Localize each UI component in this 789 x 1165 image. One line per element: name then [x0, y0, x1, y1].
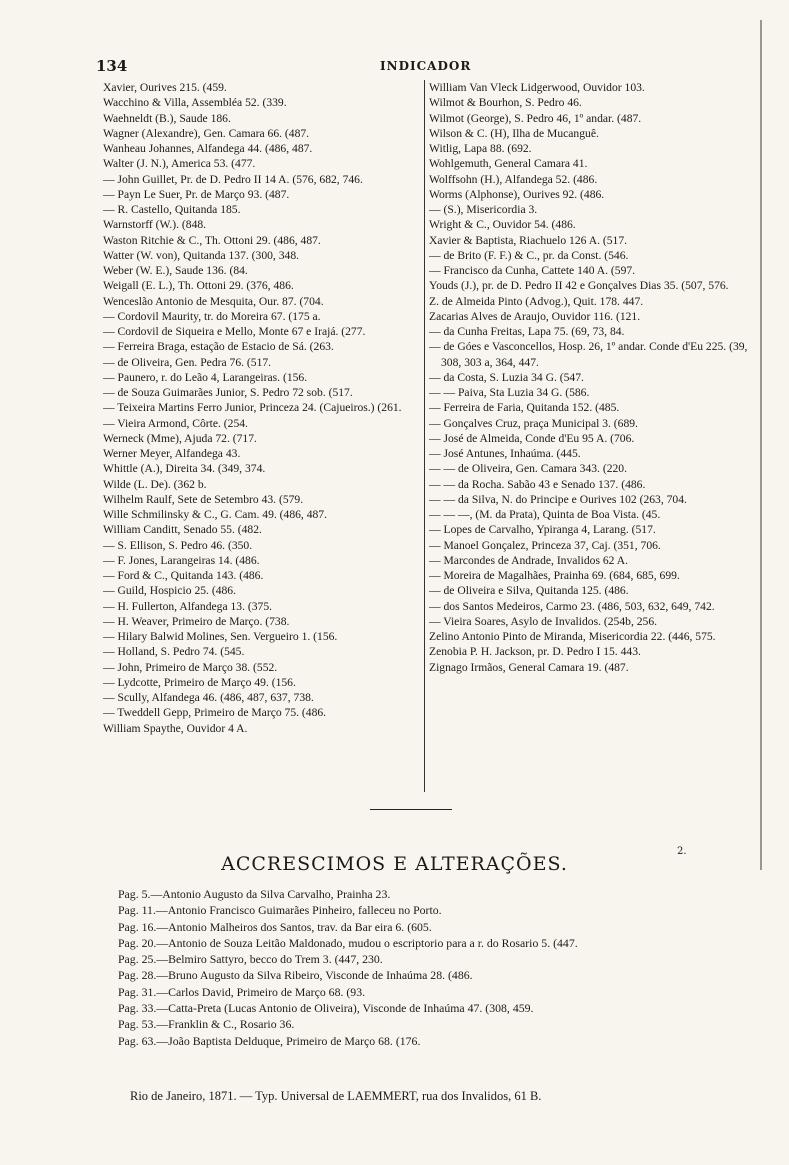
directory-entry: — Payn Le Suer, Pr. de Março 93. (487.: [103, 187, 290, 201]
directory-entry: Weigall (E. L.), Th. Ottoni 29. (376, 486.: [103, 279, 294, 293]
directory-entry: — Gonçalves Cruz, praça Municipal 3. (689.: [429, 416, 638, 430]
directory-entry: — Hilary Balwid Molines, Sen. Vergueiro 1. (156.: [103, 630, 338, 643]
directory-entry: Pag. 31.—Carlos David, Primeiro de Março 68. (93.: [118, 984, 366, 999]
directory-entry: Walter (J. N.), America 53. (477.: [103, 157, 256, 171]
directory-entry: — de Góes e Vasconcellos, Hosp. 26, 1º andar. Conde d'Eu 225. (39, 308, 303 a, 364, 447.: [429, 340, 748, 369]
directory-entry: — — da Rocha. Sabão 43 e Senado 137. (486.: [429, 477, 646, 491]
directory-entry: William Spaythe, Ouvidor 4 A.: [103, 721, 248, 735]
directory-entry: Youds (J.), pr. de D. Pedro II 42 e Gonçalves Dias 35. (507, 576.: [429, 279, 729, 293]
directory-entry: Xavier & Baptista, Riachuelo 126 A. (517.: [429, 233, 628, 247]
directory-entry: — Manoel Gonçalez, Princeza 37, Caj. (351, 706.: [429, 538, 661, 552]
additions-list: [118, 886, 768, 1049]
directory-entry: Pag. 25.—Belmiro Sattyro, becco do Trem 3. (447, 230.: [118, 952, 383, 967]
directory-entry: Z. de Almeida Pinto (Advog.), Quit. 178. 447.: [429, 294, 644, 308]
directory-entry: — Cordovil Maurity, tr. do Moreira 67. (175 a.: [103, 309, 321, 323]
directory-entry: Watter (W. von), Quitanda 137. (300, 348.: [103, 248, 300, 262]
directory-entry: Wilmot (George), S. Pedro 46, 1º andar. (487.: [429, 111, 642, 125]
directory-entry: Whittle (A.), Direita 34. (349, 374.: [103, 462, 266, 476]
directory-entry: — Cordovil de Siqueira e Mello, Monte 67 e Irajá. (277.: [103, 325, 366, 338]
directory-entry: Pag. 53.—Franklin & C., Rosario 36.: [118, 1017, 295, 1032]
directory-entry: — de Souza Guimarães Junior, S. Pedro 72 sob. (517.: [103, 386, 353, 399]
directory-entry: — (S.), Misericordia 3.: [429, 203, 538, 216]
directory-entry: — José Antunes, Inhaúma. (445.: [429, 447, 581, 460]
page-edge-shadow: [760, 20, 762, 870]
directory-entry: — Ferreira de Faria, Quitanda 152. (485.: [429, 401, 620, 415]
directory-entry: Warnstorff (W.). (848.: [103, 218, 207, 232]
directory-entry: — — —, (M. da Prata), Quinta de Boa Vista. (45.: [429, 508, 661, 521]
directory-entry: Wenceslão Antonio de Mesquita, Our. 87. (704.: [103, 294, 324, 308]
directory-entry: — Ford & C., Quitanda 143. (486.: [103, 569, 264, 582]
directory-entry: Pag. 63.—João Baptista Delduque, Primeiro de Março 68. (176.: [118, 1033, 421, 1048]
imprint-footer: Rio de Janeiro, 1871. — Typ. Universal de LAEMMERT, rua dos Invalidos, 61 B.: [130, 1089, 542, 1103]
directory-entry: Wacchino & Villa, Assembléa 52. (339.: [103, 96, 287, 110]
directory-entry: — Teixeira Martins Ferro Junior, Princeza 24. (Cajueiros.) (261.: [103, 401, 402, 415]
directory-entry: Pag. 28.—Bruno Augusto da Silva Ribeiro, Visconde de Inhaúma 28. (486.: [118, 968, 473, 983]
directory-entry: — John Guillet, Pr. de D. Pedro II 14 A. (576, 682, 746.: [103, 172, 363, 186]
running-header: INDICADOR: [380, 59, 472, 73]
directory-entry: — H. Weaver, Primeiro de Março. (738.: [103, 614, 290, 628]
directory-entry: — Vieira Armond, Côrte. (254.: [103, 416, 248, 430]
directory-entry: — de Oliveira, Gen. Pedra 76. (517.: [103, 355, 272, 369]
directory-entry: Werneck (Mme), Ajuda 72. (717.: [103, 431, 257, 445]
directory-entry: Wright & C., Ouvidor 54. (486.: [429, 218, 576, 232]
directory-entry: Wilson & C. (H), Ilha de Mucanguê.: [429, 126, 599, 140]
directory-entry: Pag. 5.—Antonio Augusto da Silva Carvalho, Prainha 23.: [118, 887, 391, 901]
directory-entry: Pag. 11.—Antonio Francisco Guimarães Pinheiro, falleceu no Porto.: [118, 903, 442, 918]
directory-entry: — Guild, Hospicio 25. (486.: [103, 584, 236, 598]
directory-entry: Wagner (Alexandre), Gen. Camara 66. (487.: [103, 126, 310, 140]
directory-entry: — da Cunha Freitas, Lapa 75. (69, 73, 84.: [429, 325, 625, 338]
left-column: [103, 80, 421, 736]
signature-mark: 2.: [677, 846, 687, 857]
directory-entry: Waston Ritchie & C., Th. Ottoni 29. (486, 487.: [103, 233, 321, 247]
directory-entry: — Vieira Soares, Asylo de Invalidos. (254b, 256.: [429, 614, 658, 628]
directory-entry: — — da Silva, N. do Principe e Ourives 102 (263, 704.: [429, 492, 687, 506]
directory-entry: — R. Castello, Quitanda 185.: [103, 203, 241, 216]
directory-entry: — Holland, S. Pedro 74. (545.: [103, 645, 245, 659]
directory-entry: Zelino Antonio Pinto de Miranda, Misericordia 22. (446, 575.: [429, 630, 716, 643]
directory-entry: Zenobia P. H. Jackson, pr. D. Pedro I 15. 443.: [429, 645, 641, 659]
directory-entry: — H. Fullerton, Alfandega 13. (375.: [103, 599, 273, 613]
section-title: ACCRESCIMOS E ALTERAÇÕES.: [221, 853, 568, 875]
directory-entry: Zignago Irmãos, General Camara 19. (487.: [429, 660, 629, 674]
directory-entry: Wille Schmilinsky & C., G. Cam. 49. (486, 487.: [103, 508, 327, 521]
page-number: 134: [96, 57, 128, 75]
directory-entry: — Lopes de Carvalho, Ypiranga 4, Larang. (517.: [429, 523, 656, 537]
directory-entry: Pag. 16.—Antonio Malheiros dos Santos, trav. da Bar eira 6. (605.: [118, 919, 432, 934]
directory-entry: — Tweddell Gepp, Primeiro de Março 75. (486.: [103, 706, 327, 720]
directory-entry: — Francisco da Cunha, Cattete 140 A. (597.: [429, 264, 636, 277]
directory-entry: William Van Vleck Lidgerwood, Ouvidor 103.: [429, 81, 645, 94]
directory-entry: Weber (W. E.), Saude 136. (84.: [103, 264, 248, 277]
directory-entry: Werner Meyer, Alfandega 43.: [103, 447, 241, 460]
directory-entry: Worms (Alphonse), Ourives 92. (486.: [429, 187, 605, 201]
directory-entry: Xavier, Ourives 215. (459.: [103, 81, 227, 94]
directory-entry: — F. Jones, Larangeiras 14. (486.: [103, 553, 260, 567]
directory-entry: Pag. 20.—Antonio de Souza Leitão Maldonado, mudou o escriptorio para a r. do Rosario 5. (447.: [118, 935, 578, 950]
directory-entry: — dos Santos Medeiros, Carmo 23. (486, 503, 632, 649, 742.: [429, 599, 715, 613]
section-rule: [370, 809, 452, 810]
directory-entry: — S. Ellison, S. Pedro 46. (350.: [103, 538, 253, 552]
directory-entry: — da Costa, S. Luzia 34 G. (547.: [429, 370, 584, 384]
directory-entry: Zacarias Alves de Araujo, Ouvidor 116. (121.: [429, 309, 641, 323]
directory-entry: — — Paiva, Sta Luzia 34 G. (586.: [429, 386, 590, 399]
directory-entry: — Marcondes de Andrade, Invalidos 62 A.: [429, 553, 628, 567]
directory-entry: — de Brito (F. F.) & C., pr. da Const. (546.: [429, 248, 629, 262]
directory-entry: — Moreira de Magalhães, Prainha 69. (684, 685, 699.: [429, 569, 680, 582]
directory-entry: Wilmot & Bourhon, S. Pedro 46.: [429, 96, 582, 110]
directory-entry: — John, Primeiro de Março 38. (552.: [103, 660, 278, 674]
directory-entry: Wilde (L. De). (362 b.: [103, 477, 207, 491]
directory-entry: Wolffsohn (H.), Alfandega 52. (486.: [429, 172, 598, 186]
directory-entry: — Lydcotte, Primeiro de Março 49. (156.: [103, 675, 296, 689]
directory-entry: — Scully, Alfandega 46. (486, 487, 637, 738.: [103, 691, 314, 704]
directory-entry: — José de Almeida, Conde d'Eu 95 A. (706.: [429, 431, 635, 445]
column-divider: [424, 80, 425, 792]
directory-entry: — Paunero, r. do Leão 4, Larangeiras. (156.: [103, 370, 308, 384]
directory-entry: Pag. 33.—Catta-Preta (Lucas Antonio de Oliveira), Visconde de Inhaúma 47. (308, 459.: [118, 1001, 534, 1016]
directory-entry: Waehneldt (B.), Saude 186.: [103, 111, 231, 125]
right-column: [429, 80, 759, 675]
directory-entry: — Ferreira Braga, estação de Estacio de Sá. (263.: [103, 340, 334, 354]
directory-entry: Witlig, Lapa 88. (692.: [429, 142, 532, 155]
directory-entry: — — de Oliveira, Gen. Camara 343. (220.: [429, 462, 628, 476]
directory-entry: Wilhelm Raulf, Sete de Setembro 43. (579.: [103, 492, 304, 506]
directory-entry: William Canditt, Senado 55. (482.: [103, 523, 262, 537]
directory-entry: Wanheau Johannes, Alfandega 44. (486, 487.: [103, 142, 313, 155]
directory-entry: — de Oliveira e Silva, Quitanda 125. (486.: [429, 584, 629, 598]
directory-entry: Wohlgemuth, General Camara 41.: [429, 157, 588, 171]
